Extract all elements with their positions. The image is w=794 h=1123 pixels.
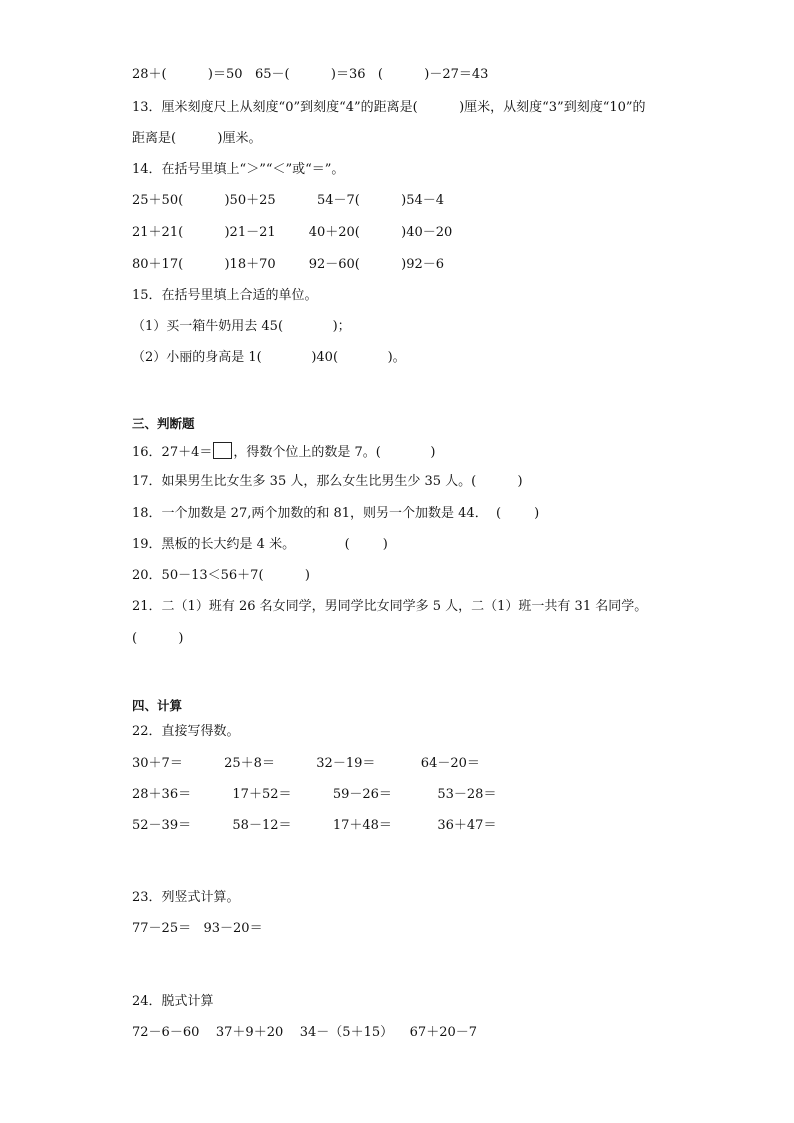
section-heading-judgement: 三、判断题 — [132, 416, 195, 431]
q24-question: 24．脱式计算 — [132, 994, 214, 1009]
q23-question: 23．列竖式计算。 — [132, 890, 240, 905]
q22-row-2: 28＋36＝ 17＋52＝ 59－26＝ 53－28＝ — [132, 787, 497, 802]
q15-question: 15．在括号里填上合适的单位。 — [132, 288, 318, 303]
q20-line: 20．50－13＜56＋7( ) — [132, 568, 310, 583]
q16-prefix: 16．27＋4＝ — [132, 445, 213, 460]
q13-question-line-2: 距离是( )厘米。 — [132, 131, 262, 146]
q15-item-2: （2）小丽的身高是 1( )40( )。 — [132, 350, 406, 365]
q22-row-1: 30＋7＝ 25＋8＝ 32－19＝ 64－20＝ — [132, 756, 480, 771]
q16-suffix: ，得数个位上的数是 7。( ) — [233, 445, 436, 460]
q14-compare-row-3: 80＋17( )18＋70 92－60( )92－6 — [132, 257, 445, 272]
q21-line: 21．二（1）班有 26 名女同学，男同学比女同学多 5 人，二（1）班一共有 31 名同学。 — [132, 599, 648, 614]
q12-equations-line: 28＋( )＝50 65－( )＝36 ( )－27＝43 — [132, 67, 489, 82]
q15-item-1: （1）买一箱牛奶用去 45( )； — [132, 319, 351, 334]
q22-question: 22．直接写得数。 — [132, 724, 240, 739]
q16-line — [132, 442, 436, 460]
answer-box[interactable] — [213, 442, 232, 459]
section-heading-calculation: 四、计算 — [132, 698, 183, 713]
q13-question-line-1: 13．厘米刻度尺上从刻度“0”到刻度“4”的距离是( )厘米，从刻度“3”到刻度“10”的 — [132, 100, 646, 115]
q24-problems: 72－6－60 37＋9＋20 34－（5＋15） 67＋20－7 — [132, 1025, 478, 1040]
q21-answer-bracket: ( ) — [132, 631, 184, 646]
q19-line: 19．黑板的长大约是 4 米。 ( ) — [132, 537, 388, 552]
q23-problems: 77－25＝ 93－20＝ — [132, 921, 263, 936]
q22-row-3: 52－39＝ 58－12＝ 17＋48＝ 36＋47＝ — [132, 818, 497, 833]
q14-compare-row-1: 25＋50( )50＋25 54－7( )54－4 — [132, 193, 445, 208]
q14-compare-row-2: 21＋21( )21－21 40＋20( )40－20 — [132, 225, 453, 240]
q14-question: 14．在括号里填上“＞”“＜”或“＝”。 — [132, 162, 345, 177]
q18-line: 18．一个加数是 27,两个加数的和 81，则另一个加数是 44． ( ) — [132, 506, 540, 521]
q17-line: 17．如果男生比女生多 35 人，那么女生比男生少 35 人。( ) — [132, 474, 523, 489]
